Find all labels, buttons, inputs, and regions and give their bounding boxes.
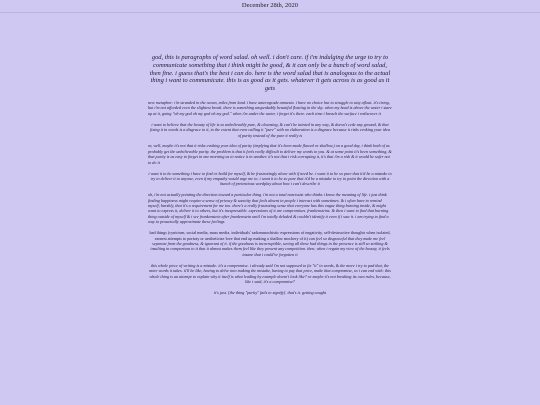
paragraph-purity: i want to believe that the beauty of life is so unbelievably pure, & cleansing, & can't be tainted in any way, & doesn't cede any ground, & that fixing it in words is a disgrace to it, to the extent that even calling it "pure" with no elaboration is a disgrace because it risks evoking your idea of purity instead of the pure it really is (150, 121, 390, 138)
paragraph-closing: it's just. [the thing "purity" fails to signify]. that's it. getting caught (213, 289, 327, 295)
paragraph-ocean-metaphor: new metaphor: i'm stranded in the ocean, miles from land. i have anterograde amnesia. i have no choice but to struggle to stay afloat. it's tiring, but i'm not afforded even the slightest break. there is something unspeakably beautiful floating in the sky. when my head is above the water i stare up at it, going "oh my god oh my god oh my god." when i'm under the water, i forget it's there. each time i breach the surface i rediscover it (148, 99, 392, 116)
paragraph-words-delivery: or, well, maybe it's not that it risks evoking your idea of purity (implying that it's been made flawed or shallow,) on a good day, i think both of us probably get the unbelievable purity. the problem is that it feels really difficult to deliver my words to you. & at some point it's been something, & that purity is as easy to forget in one morning as to notice it in another. it's not that i risk corrupting it, it's that i'm a risk & it would be safer not to do it (148, 143, 392, 165)
paragraph-compromise: this whole piece of writing is a mistake. it's a compromise. i already said i'm not supposed to fix "it" in words, & the more i try to pad that, the more words it takes. it'll be like, having to delve into making the mistake, having to pay that price, make that compromise, so i can end with: this whole thing is an attempt to explain why it itself is what leading by example doesn't look like? or maybe it's not breaking its own rules, because, like i said, it's a compromise? (149, 262, 391, 284)
post-body (148, 54, 392, 301)
top-bar (0, 0, 540, 13)
paragraph-bad-things (148, 230, 392, 257)
paragraph-find-alone: i want it to be something i have to find or build for myself, & be frustratingly alone with if need be. i want it to be so pure that it'd be a mistake to try to deliver it to anyone, even if my empathy would urge me to. i want it to be so pure that it'd be a mistake to try to point the direction with a bunch of pretentious wordplay about how i can't describe it (148, 170, 392, 187)
bad-things-rest: can feel so disgraceful that they make me feel separate from the goodness, & ignorant of it. if the goodness is incorruptible, seeing all these bad things in the presence is still so striking & insulting in comparison to it that it almost makes them feel like they present any competition. then, when i regain my view of the beauty, it feels insane that i could've forgotten it (150, 235, 390, 257)
paragraph-frankensteins: oh, i'm not actually pointing the direction toward a particular thing. i'm not a total narcissist who thinks i know the meaning of life. i just think finding happiness might require a sense of privacy & sanctity that feels absent in people i interact with sometimes. & i often have to remind myself, harshly, that it's a requirement for me too. there's a really frustrating sense that everyone has this vague thing burning inside, & might want to express it, deliver it to others, but it's inexpressible. expressions of it are compromises. frankensteins. & then i want to find that burning thing outside of myself & i see frankenstein after frankenstein until i'm totally deluded & couldn't identify it even if i saw it. i am trying to find a way to prosaically approximate these feelings (148, 192, 389, 225)
post-date: December 28th, 2020 (241, 2, 299, 9)
intro-paragraph: god, this is paragraphs of word salad. oh well. i don't care. if i'm indulging the urge to try to communicate something that i think might be good, & it can only be a bunch of word salad, then fine. i guess that's the best i can do. here is the word salad that is analogous to the actual thing i want to communicate. this is as good as it gets. whatever it gets across is as good as it gets (149, 54, 391, 93)
bad-things-lead: bad things (cynicism, social media, mass media, individuals' sadomasochistic expressions of negativity, self-destructive thoughts when isolated, earnest attempts to portray or aestheticize love that end up making a shallow mockery of it) (149, 230, 391, 241)
